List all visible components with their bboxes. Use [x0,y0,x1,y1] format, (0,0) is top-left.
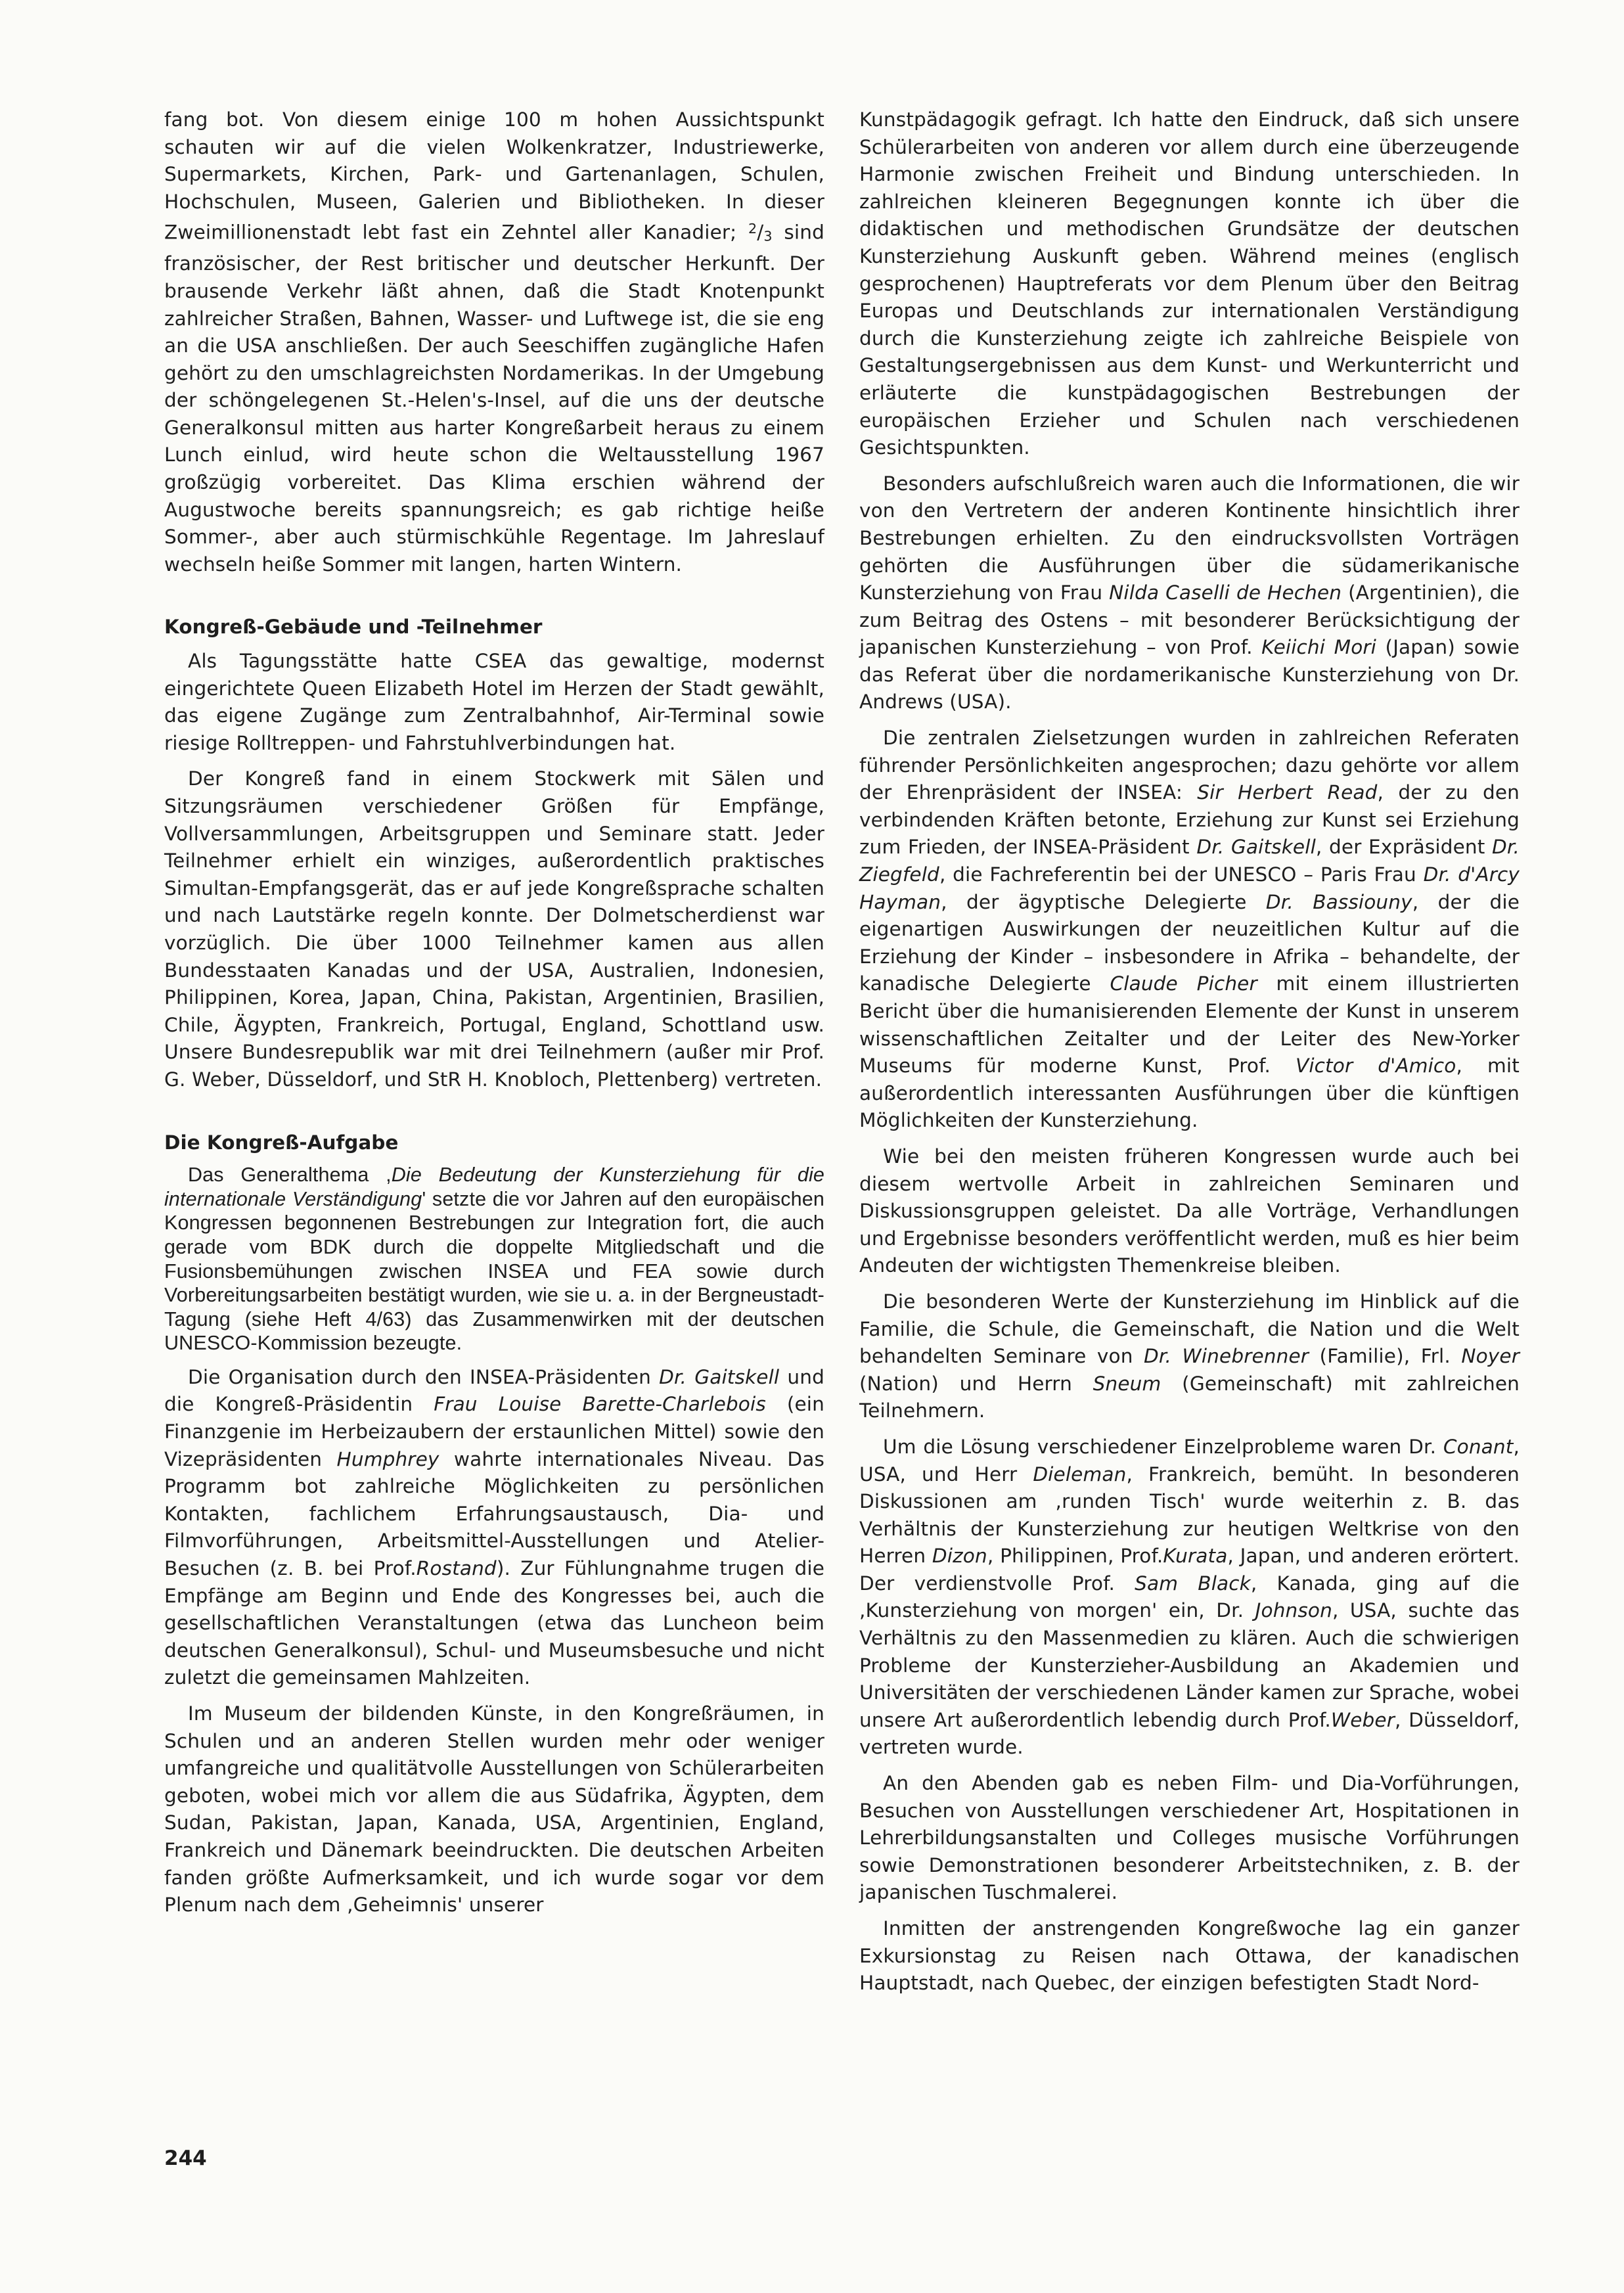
text-run: (Japan) sowie das Referat über die nordamerikanische Kunsterziehung von Dr. Andrews (USA). [859,636,1520,714]
text-run: (Familie), Frl. [1309,1345,1462,1368]
emphasis: Sir Herbert Read [1197,781,1378,804]
paragraph: Inmitten der anstrengenden Kongreßwoche lag ein ganzer Exkursionstag zu Reisen nach Ottawa, der kanadischen Hauptstadt, nach Quebec, der einzigen befestigten Stadt Nord- [859,1917,1520,1995]
text-run: Besonders aufschlußreich waren auch die Informationen, die wir von den Vertretern der anderen Kontinente hinsichtlich ihrer Bestrebungen erhielten. Zu den eindrucksvollsten Vorträgen gehörten die Ausführungen über die südamerikanische Kunsterziehung von Frau [859,472,1520,604]
emphasis: Dr. Gaitskell [1196,836,1316,859]
paragraph: An den Abenden gab es neben Film- und Dia-Vorführungen, Besuchen von Ausstellungen verschiedener Art, Hospitationen in Lehrerbildungsanstalten und Colleges musische Vorführungen sowie Demonstrationen besonderer Arbeitstechniken, z. B. der japanischen Tuschmalerei. [859,1772,1520,1904]
emphasis: Dieleman [1033,1463,1127,1486]
text-run: wahrte internationales Niveau. Das Programm bot zahlreiche Möglichkeiten zu persönlichen Kontakten, fachlichem Erfahrungsaustausch, Dia- und Filmvorführungen, Arbeitsmittel-Ausstellungen und Atelier-Besuchen (z. B. bei Prof. [164,1447,825,1580]
text-run: ' setzte die vor Jahren auf den europäischen Kongressen begonnenen Bestrebungen zur Integration fort, die auch gerade vom BDK durch die doppelte Mitgliedschaft und die Fusionsbemühungen zwischen INSEA und FEA sowie durch Vorbereitungsarbeiten bestätigt wurden, wie sie u. a. in der Bergneustadt-Tagung (siehe Heft 4/63) das Zusammenwirken mit der deutschen UNESCO-Kommission bezeugte. [164,1187,824,1355]
text-run: , der ägyptische Delegierte [941,890,1266,913]
text-run: mit einem illustrierten Bericht über die humanisierenden Elemente der Kunst in unserem wissenschaftlichen Zeitalter und der Leiter des New-Yorker Museums für moderne Kunst, Prof. [859,972,1520,1078]
text-run: , USA, suchte das Verhältnis zu den Massenmedien zu klären. Auch die schwierigen Probleme der Kunsterzieher-Ausbildung an Akademien und Universitäten der verschiedenen Länder kamen zur Sprache, wobei unsere Art außerordentlich lebendig durch Prof. [859,1599,1520,1731]
text-run: , Frankreich, bemüht. In besonderen Diskussionen am ,runden Tisch' wurde weiterhin z. B. das Verhältnis der Kunsterziehung zur heutigen Weltkrise von den Herren [859,1463,1520,1568]
text-run: , die Fachreferentin bei der UNESCO – Paris Frau [939,863,1424,886]
text-run: und die Kongreß-Präsidentin [164,1365,824,1416]
text-run: (Nation) und Herrn [859,1372,1093,1395]
emphasis: Weber [1330,1708,1395,1731]
emphasis: Dizon [932,1545,987,1568]
section-heading: Die Kongreß-Aufgabe [164,1131,399,1154]
paragraph [859,470,1520,716]
paragraph [164,1163,824,1355]
emphasis: Frau Louise Barette-Charlebois [434,1393,766,1416]
text-run: , der Expräsident [1315,836,1493,859]
emphasis: Sam Black [1135,1572,1251,1595]
emphasis: Conant [1443,1435,1514,1458]
emphasis: Humphrey [336,1447,440,1470]
paragraph [859,1434,1520,1761]
paragraph: Der Kongreß fand in einem Stockwerk mit Sälen und Sitzungsräumen verschiedener Größen für Empfänge, Vollversammlungen, Arbeitsgruppen und Seminare statt. Jeder Teilnehmer erhielt ein winziges, außerordentlich praktisches Simultan-Empfangsgerät, das er auf jede Kongreßsprache schalten und nach Lautstärke regeln konnte. Der Dolmetscherdienst war vorzüglich. Die über 1000 Teilnehmer kamen aus allen Bundesstaaten Kanadas und der USA, Australien, Indonesien, Philippinen, Korea, Japan, China, Pakistan, Argentinien, Brasilien, Chile, Ägypten, Frankreich, Portugal, England, Schottland usw. Unsere Bundesrepublik war mit drei Teilnehmern (außer mir Prof. G. Weber, Düsseldorf, und StR H. Knobloch, Plettenberg) vertreten. [164,767,824,1091]
paragraph [164,1364,824,1692]
text-run: (Gemeinschaft) mit zahlreichen Teilnehmern. [859,1372,1520,1422]
emphasis: Die Bedeutung der Kunsterziehung für die internationale Verständigung [164,1164,824,1210]
text-run: , der zu den verbindenden Kräften betonte, Erziehung zur Kunst sei Erziehung zum Frieden, der INSEA-Präsident [859,781,1520,859]
fraction-denominator: 3 [763,228,773,244]
text-run: (Argentinien), die zum Beitrag des Ostens – mit besonderer Berücksichtigung der japanischen Kunsterziehung – von Prof. [859,581,1520,659]
page-number: 244 [164,2146,207,2170]
paragraph: Kunstpädagogik gefragt. Ich hatte den Eindruck, daß sich unsere Schülerarbeiten von anderen vor allem durch eine überzeugende Harmonie zwischen Freiheit und Bindung unterschieden. In zahlreichen kleineren Begegnungen konnte ich über die didaktischen und methodischen Grundsätze der deutschen Kunsterziehung Auskunft geben. Während meines (englisch gesprochenen) Hauptreferats vor dem Plenum über den Beitrag Europas und Deutschlands zur internationalen Verständigung durch die Kunsterziehung zeigte ich zahlreiche Beispiele von Gestaltungsergebnissen aus dem Kunst- und Werkunterricht und erläuterte die kunstpädagogischen Bestrebungen der europäischen Erzieher und Schulen nach verschiedenen Gesichtspunkten. [859,108,1520,459]
emphasis: Dr. Winebrenner [1144,1345,1309,1368]
emphasis: Dr. d'Arcy Hayman [859,863,1520,913]
text-run: Das Generalthema , [188,1164,392,1187]
text-run: Die besonderen Werte der Kunsterziehung im Hinblick auf die Familie, die Schule, die Gemeinschaft, die Nation und die Welt behandelten Seminare von [859,1290,1520,1368]
text-run: sind französischer, der Rest britischer und deutscher Herkunft. Der brausende Verkehr läßt ahnen, daß die Stadt Knotenpunkt zahlreicher Straßen, Bahnen, Wasser- und Luftwege ist, die sie eng an die USA anschließen. Der auch Seeschiffen zugängliche Hafen gehört zu den umschlagreichsten Nordamerikas. In der Umgebung der schöngelegenen St.-Helen's-Insel, auf die uns der deutsche Generalkonsul mitten aus harter Kongreßarbeit heraus zu einem Lunch einlud, wird heute schon die Weltausstellung 1967 großzügig vorbereitet. Das Klima erschien während der Augustwoche bereits spannungsreich; es gab richtige heiße Sommer-, aber auch stürmischkühle Regentage. Im Jahreslauf wechseln heiße Sommer mit langen, harten Wintern. [164,221,824,576]
paragraph [859,725,1520,1135]
paragraph [859,1288,1520,1425]
emphasis: Kurata [1163,1545,1228,1568]
paragraph: Wie bei den meisten früheren Kongressen wurde auch bei diesem wertvolle Arbeit in zahlreichen Seminaren und Diskussionsgruppen geleistet. Da alle Vorträge, Verhandlungen und Ergebnisse besonders veröffentlicht werden, muß es hier beim Andeuten der wichtigsten Themenkreise bleiben. [859,1145,1520,1277]
emphasis: Claude Picher [1110,972,1257,995]
text-run: Die zentralen Zielsetzungen wurden in zahlreichen Referaten führender Persönlichkeiten angesprochen; dazu gehörte vor allem der Ehrenpräsident der INSEA: [859,727,1520,804]
left-column [164,106,824,1919]
right-column [859,106,1520,1997]
text-run: , Düsseldorf, vertreten wurde. [859,1708,1520,1759]
emphasis: Noyer [1461,1345,1520,1368]
text-run: , Kanada, ging auf die ,Kunsterziehung von morgen' ein, Dr. [859,1572,1520,1622]
paragraph: Im Museum der bildenden Künste, in den Kongreßräumen, in Schulen und an anderen Stellen wurden mehr oder weniger umfangreiche und qualitätvolle Ausstellungen von Schülerarbeiten geboten, wobei mich vor allem die aus Südafrika, Ägypten, dem Sudan, Pakistan, Japan, Kanada, USA, Argentinien, England, Frankreich und Dänemark beeindruckten. Die deutschen Arbeiten fanden größte Aufmerksamkeit, und ich wurde sogar vor dem Plenum nach dem ,Geheimnis' unserer [164,1702,824,1917]
text-run: , mit außerordentlich interessanten Ausführungen über die künftigen Möglichkeiten der Kunsterziehung. [859,1055,1520,1132]
emphasis: Rostand [416,1557,497,1580]
text-run: fang bot. Von diesem einige 100 m hohen Aussichtspunkt schauten wir auf die vielen Wolkenkratzer, Industriewerke, Supermarkets, Kirchen, Park- und Gartenanlagen, Schulen, Hochschulen, Museen, Galerien und Bibliotheken. In dieser Zweimillionenstadt lebt fast ein Zehntel aller Kanadier; [164,108,824,244]
emphasis: Nilda Caselli de Hechen [1109,581,1342,604]
text-run: , der die eigenartigen Auswirkungen der neuzeitlichen Kultur auf die Erziehung der Kinder – insbesondere in Afrika – behandelte, der kanadische Delegierte [859,890,1520,995]
text-run: , Philippinen, Prof. [987,1545,1163,1568]
text-run: Um die Lösung verschiedener Einzelprobleme waren Dr. [883,1435,1443,1458]
text-run: , USA, und Herr [859,1435,1520,1486]
text-run: Die Organisation durch den INSEA-Präsidenten [188,1365,660,1388]
emphasis: Dr. Ziegfeld [859,836,1520,886]
emphasis: Johnson [1255,1599,1332,1622]
emphasis: Keiichi Mori [1261,636,1377,659]
section-heading: Kongreß-Gebäude und -Teilnehmer [164,616,543,639]
emphasis: Dr. Bassiouny [1265,890,1412,913]
emphasis: Sneum [1093,1372,1162,1395]
fraction-numerator: 2 [748,221,757,237]
paragraph: fang bot. Von diesem einige 100 m hohen Aussichtspunkt schauten wir auf die vielen Wolkenkratzer, Industriewerke, Supermarkets, Kirchen, Park- und Gartenanlagen, Schulen, Hochschulen, Museen, Galerien und Bibliotheken. In dieser Zweimillionenstadt lebt fast ein Zehntel aller Kanadier; $^2$/3 sind französischer, der Rest britischer und deutscher Herkunft. Der brausende Verkehr läßt ahnen, daß die Stadt Knotenpunkt zahlreicher Straßen, Bahnen, Wasser- und Luftwege ist, die sie eng an die USA anschließen. Der auch Seeschiffen zugängliche Hafen gehört zu den umschlagreichsten Nordamerikas. In der Umgebung der schöngelegenen St.-Helen's-Insel, auf die uns der deutsche Generalkonsul mitten aus harter Kongreßarbeit heraus zu einem Lunch einlud, wird heute schon die Weltausstellung 1967 großzügig vorbereitet. Das Klima erschien während der Augustwoche bereits spannungsreich; es gab richtige heiße Sommer-, aber auch stürmischkühle Regentage. Im Jahreslauf wechseln heiße Sommer mit langen, harten Wintern. [164,108,824,576]
emphasis: Dr. Gaitskell [659,1365,780,1388]
text-run: , Japan, und anderen erörtert. Der verdienstvolle Prof. [859,1545,1520,1595]
text-run: ). Zur Fühlungnahme trugen die Empfänge am Beginn und Ende des Kongresses bei, auch die gesellschaftlichen Veranstaltungen (etwa das Luncheon beim deutschen Generalkonsul), Schul- und Museumsbesuche und nicht zuletzt die gemeinsamen Mahlzeiten. [164,1557,825,1689]
emphasis: Victor d'Amico [1296,1055,1456,1078]
paragraph: Als Tagungsstätte hatte CSEA das gewaltige, modernst eingerichtete Queen Elizabeth Hotel im Herzen der Stadt gewählt, das eigene Zugänge zum Zentralbahnhof, Air-Terminal sowie riesige Rolltreppen- und Fahrstuhlverbindungen hat. [164,650,824,754]
text-run: (ein Finanzgenie im Herbeizaubern der erstaunlichen Mittel) sowie den Vizepräsidenten [164,1393,825,1470]
